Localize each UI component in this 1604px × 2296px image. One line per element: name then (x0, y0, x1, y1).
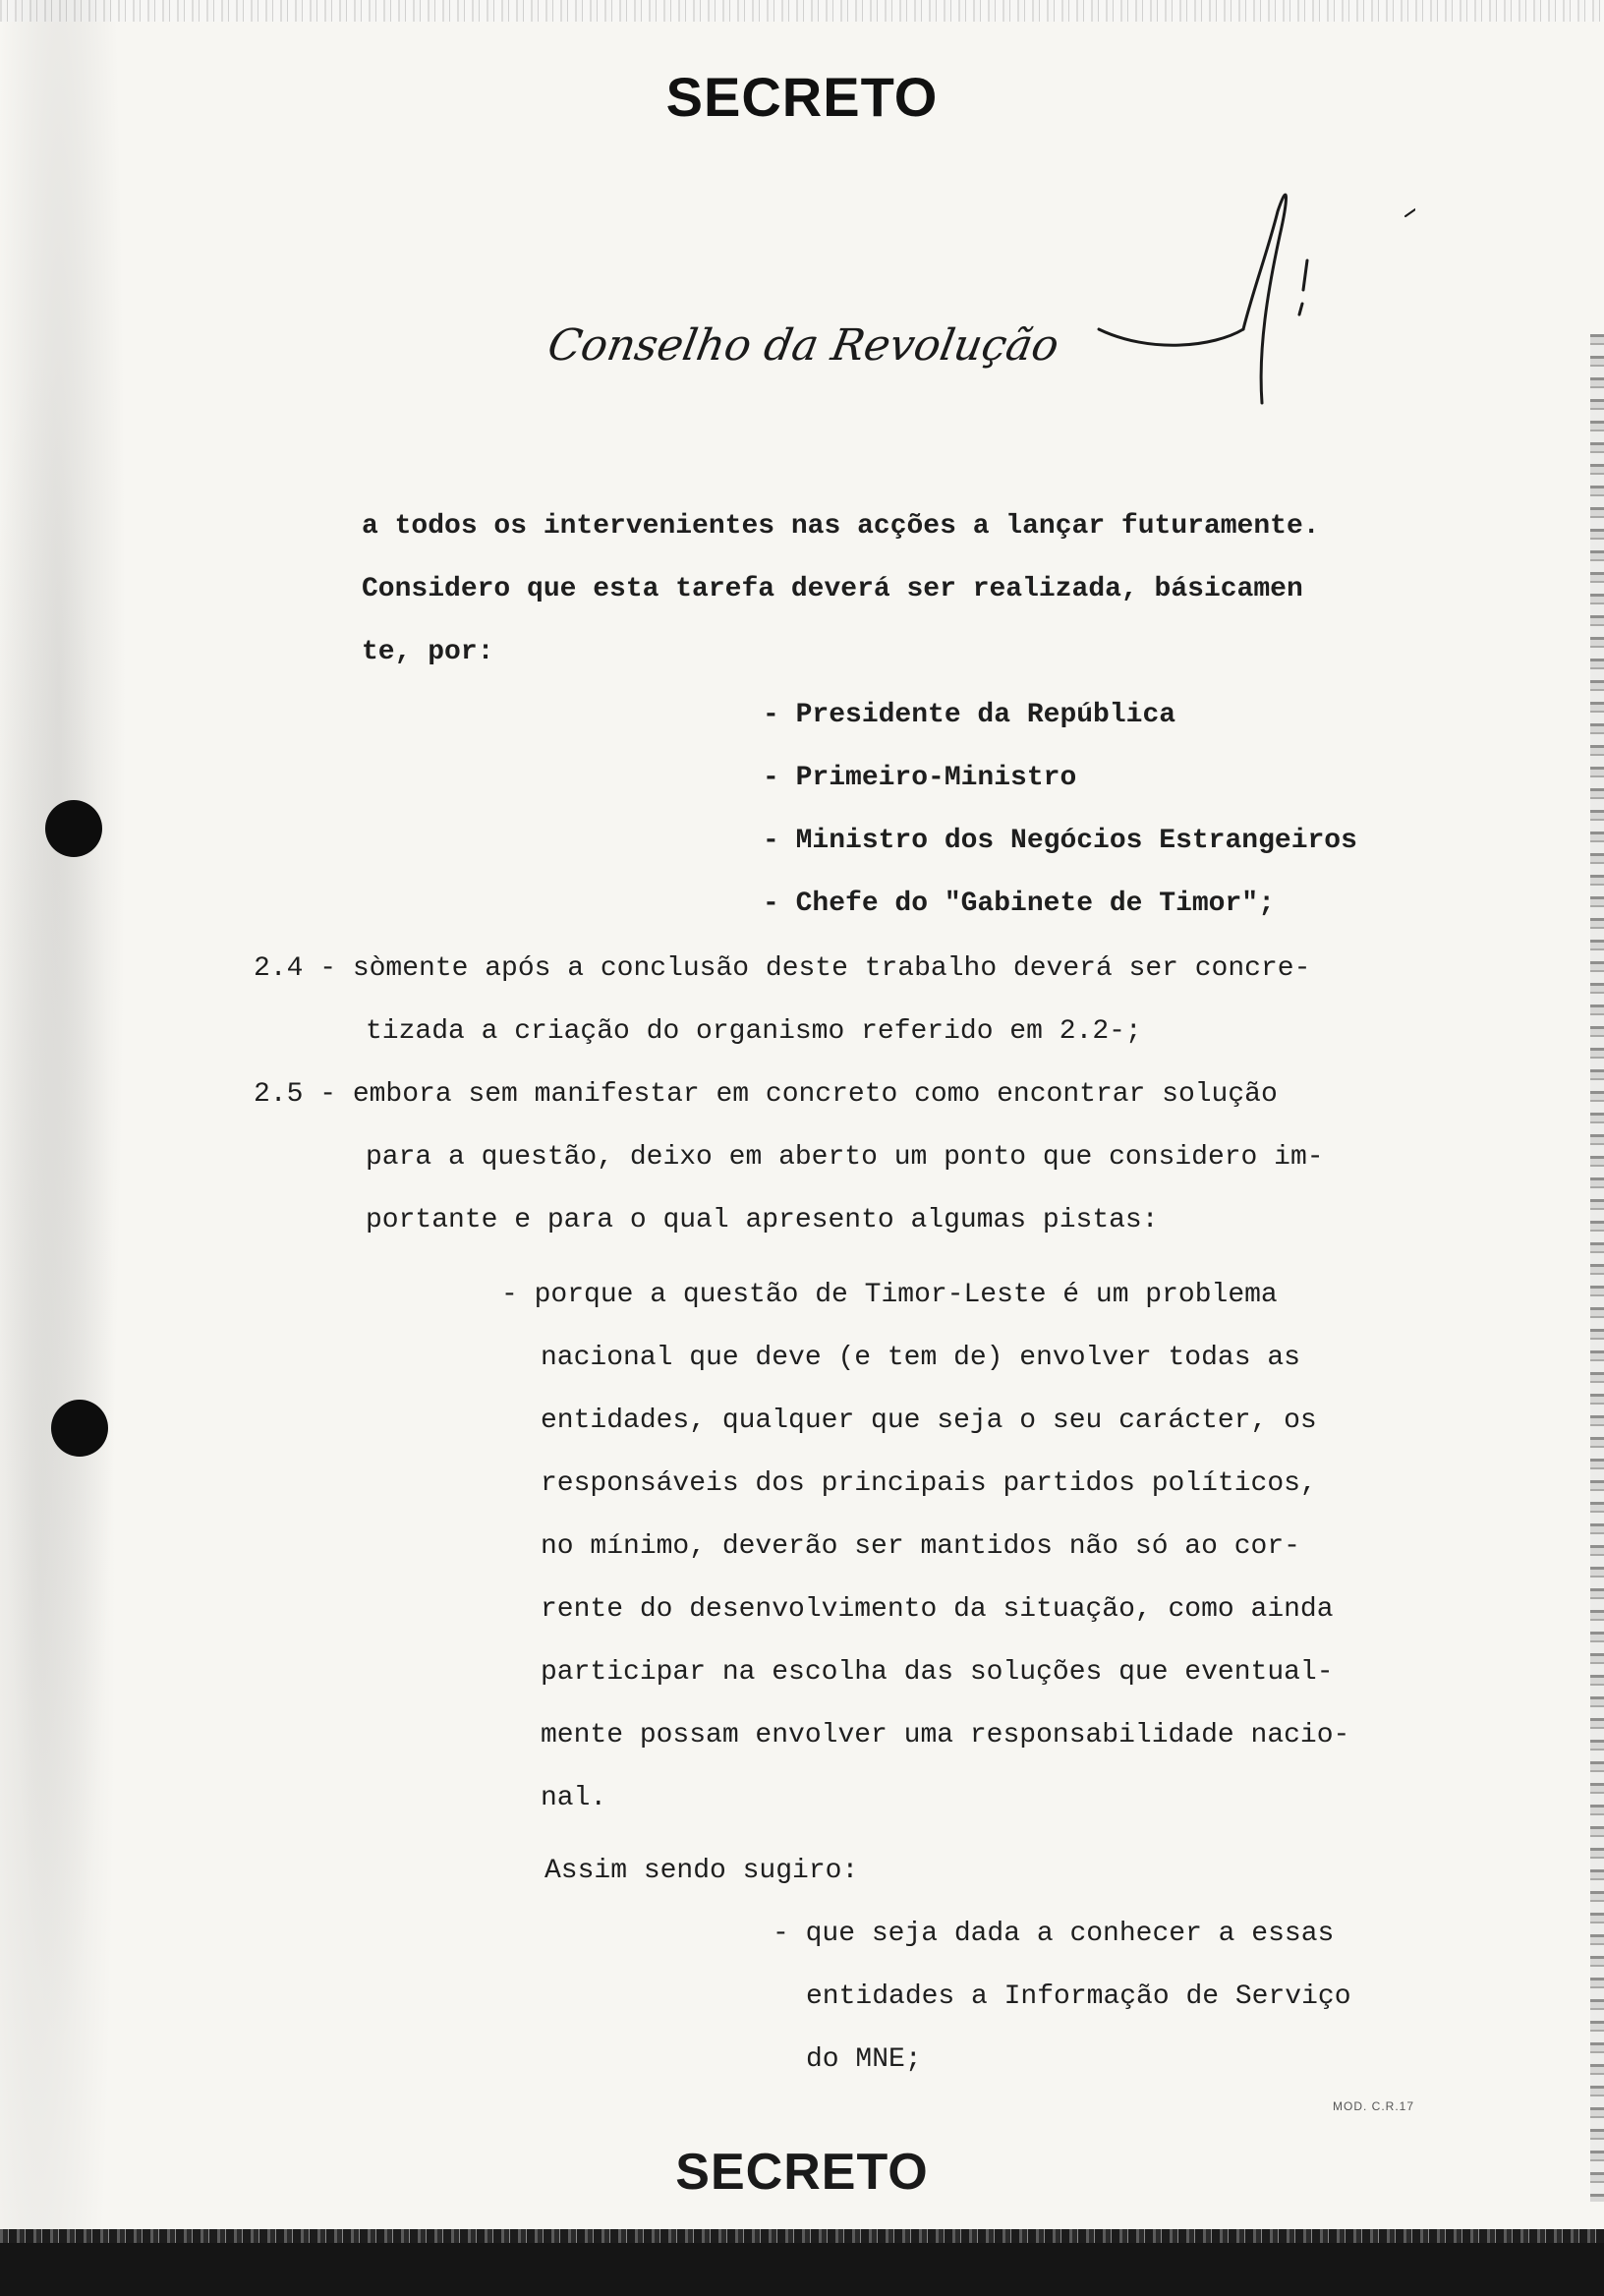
body-line: Considero que esta tarefa deverá ser realizada, básicamen (362, 574, 1303, 604)
list-item: - Chefe do "Gabinete de Timor"; (763, 889, 1275, 919)
list-item: - Ministro dos Negócios Estrangeiros (763, 826, 1357, 856)
section-2-5-line: 2.5 - embora sem manifestar em concreto como encontrar solução (254, 1079, 1278, 1110)
section-2-5-line: portante e para o qual apresento algumas pistas: (366, 1205, 1159, 1235)
sub-item-line: nacional que deve (e tem de) envolver todas as (541, 1343, 1300, 1373)
sub-item-line: no mínimo, deverão ser mantidos não só ao cor- (541, 1531, 1300, 1562)
punch-hole-bottom (51, 1400, 108, 1457)
sub-item-line: rente do desenvolvimento da situação, como ainda (541, 1594, 1334, 1625)
punch-hole-top (45, 800, 102, 857)
body-line: te, por: (362, 637, 494, 667)
suggestion-line: do MNE; (806, 2044, 922, 2075)
sub-item-line: participar na escolha das soluções que eventual- (541, 1657, 1334, 1688)
suggestion-line: entidades a Informação de Serviço (806, 1981, 1351, 2012)
handwritten-signature (1081, 182, 1415, 418)
sub-item-line: responsáveis dos principais partidos políticos, (541, 1468, 1317, 1499)
sub-item-line: mente possam envolver uma responsabilidade nacio- (541, 1720, 1350, 1751)
signature-stroke-3 (1303, 260, 1307, 290)
sub-item-line: - porque a questão de Timor-Leste é um problema (501, 1280, 1278, 1310)
sub-item-line: nal. (541, 1783, 607, 1813)
scan-shadow-left (0, 0, 138, 2296)
scan-edge-top (0, 0, 1604, 22)
section-2-4-line: tizada a criação do organismo referido em 2.2-; (366, 1016, 1142, 1047)
section-2-5-line: para a questão, deixo em aberto um ponto que considero im- (366, 1142, 1324, 1173)
section-2-4-line: 2.4 - sòmente após a conclusão deste trabalho deverá ser concre- (254, 953, 1311, 984)
classification-footer: SECRETO (675, 2144, 929, 2201)
signature-stroke-4 (1299, 304, 1302, 315)
body-line: a todos os intervenientes nas acções a lançar futuramente. (362, 511, 1320, 542)
suggestion-line: - que seja dada a conhecer a essas (773, 1919, 1335, 1949)
suggestion-intro: Assim sendo sugiro: (544, 1856, 859, 1886)
signature-stroke-5 (1405, 209, 1415, 216)
signature-stroke-1 (1099, 329, 1243, 345)
classification-header: SECRETO (665, 66, 939, 128)
list-item: - Presidente da República (763, 700, 1176, 730)
scan-edge-right (1590, 334, 1604, 2202)
letterhead-title: Conselho da Revolução (544, 320, 1063, 371)
scan-edge-bottom-grain (0, 2229, 1604, 2243)
sub-item-line: entidades, qualquer que seja o seu carácter, os (541, 1406, 1317, 1436)
form-code: MOD. C.R.17 (1333, 2099, 1415, 2113)
signature-stroke-2 (1243, 195, 1287, 403)
list-item: - Primeiro-Ministro (763, 763, 1077, 793)
